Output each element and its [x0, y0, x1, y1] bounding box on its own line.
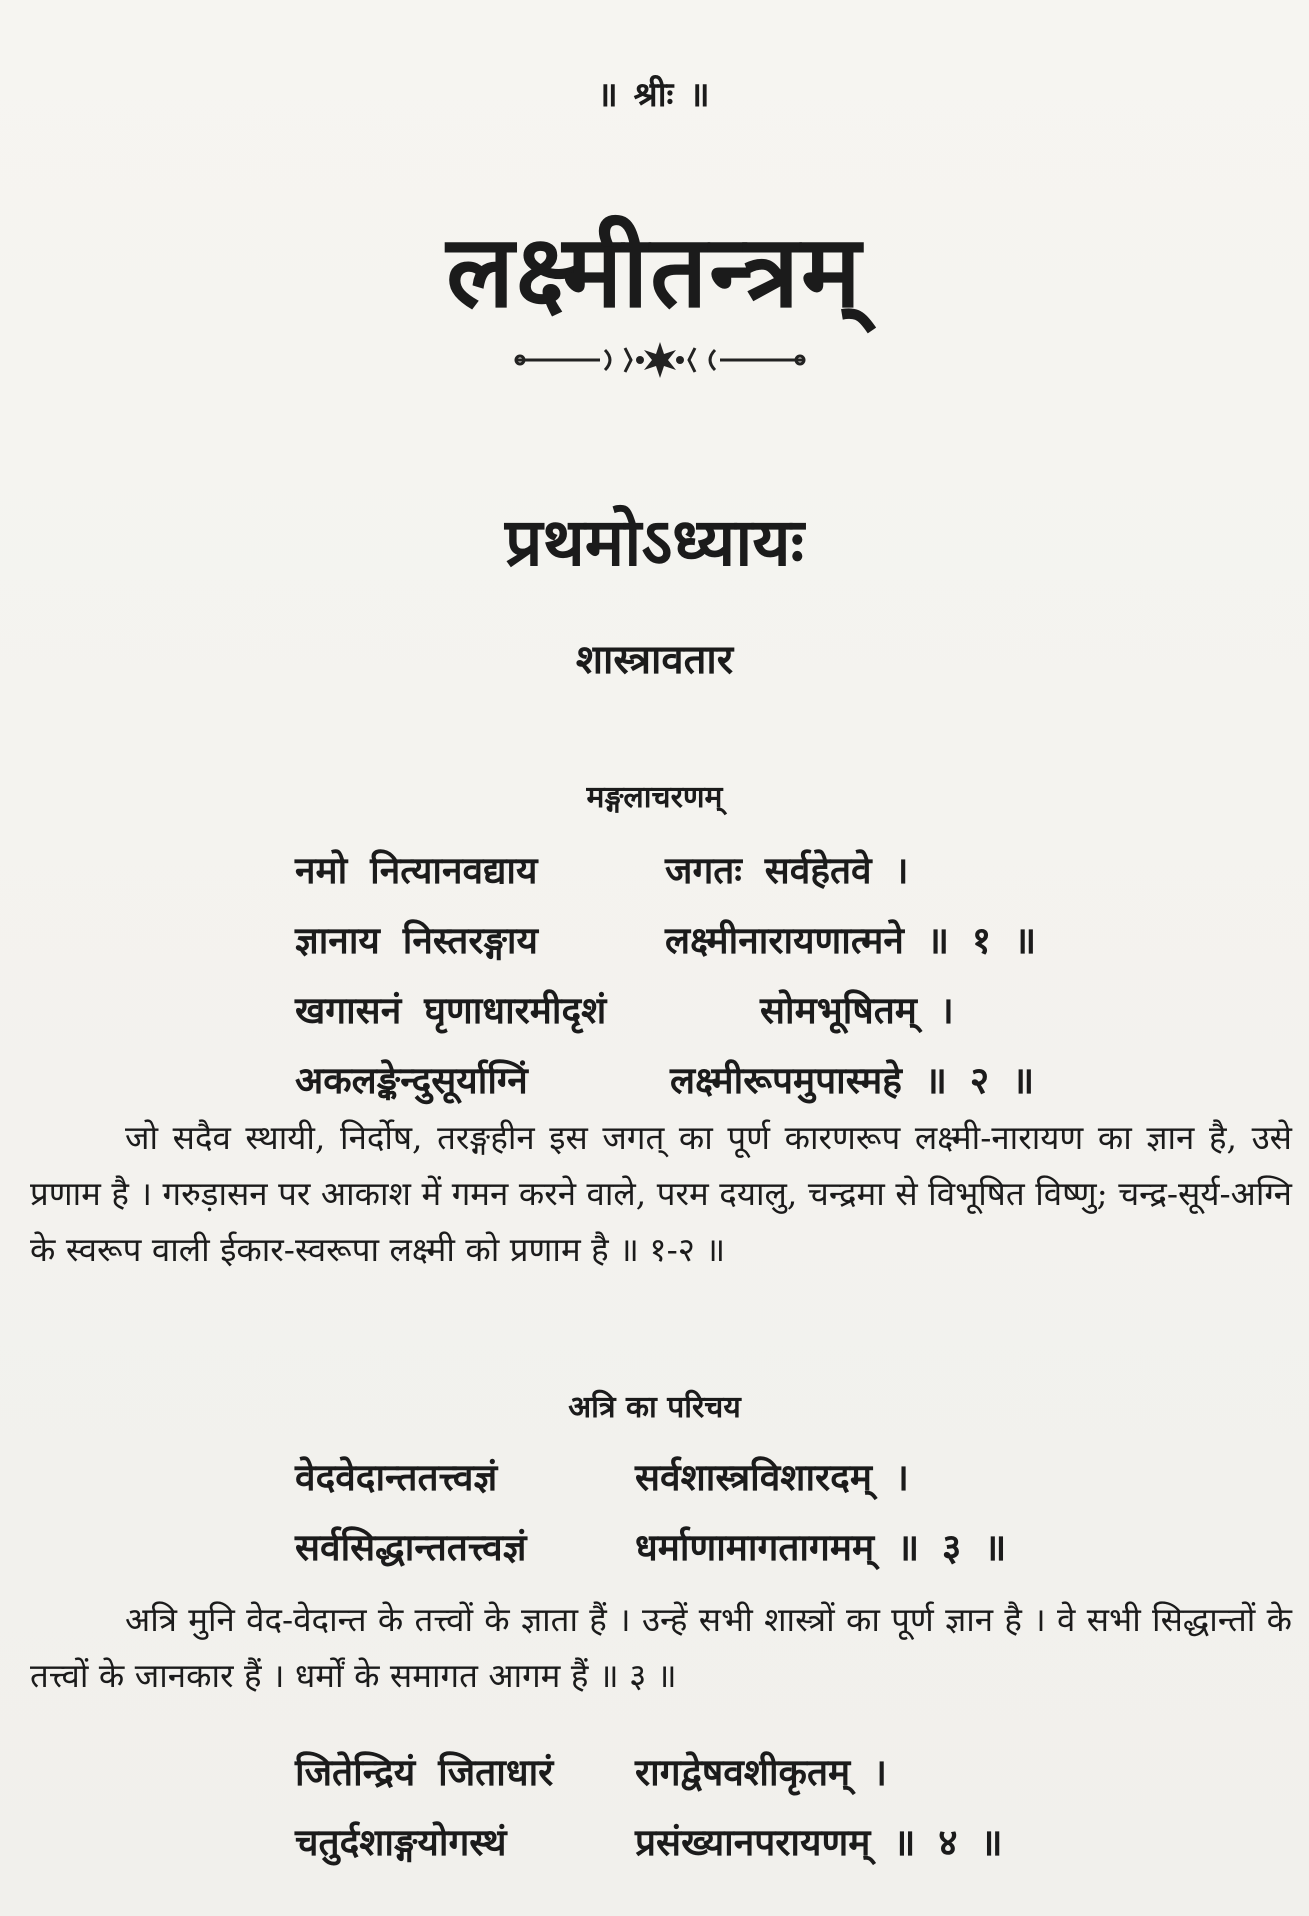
verse-half-b: सर्वशास्त्रविशारदम् ।: [635, 1455, 909, 1499]
verse-half-a: सर्वसिद्धान्ततत्त्वज्ञं: [295, 1525, 527, 1569]
verse-half-a: वेदवेदान्ततत्त्वज्ञं: [295, 1455, 498, 1499]
verse-half-b: जगतः सर्वहेतवे ।: [665, 848, 909, 892]
verse-half-a: अकलङ्केन्दुसूर्याग्निं: [295, 1058, 528, 1102]
verse-line: [295, 1450, 1169, 1501]
verse-half-a: चतुर्दशाङ्गयोगस्थं: [295, 1820, 507, 1864]
verse-half-a: नमो नित्यानवद्याय: [295, 848, 538, 892]
verse-half-a: खगासनं घृणाधारमीदृशं: [295, 988, 607, 1032]
section-title: शास्त्रावतार: [575, 636, 734, 683]
verse-line: [295, 1520, 1169, 1571]
verse-line: [295, 1745, 1169, 1796]
page-title: लक्ष्मीतन्त्रम्: [446, 212, 863, 330]
subsection-heading-mangalacharanam: मङ्गलाचरणम्: [586, 780, 723, 815]
verse-half-a: जितेन्द्रियं जिताधारं: [295, 1750, 554, 1794]
subsection-heading-atri: अत्रि का परिचय: [568, 1390, 741, 1425]
verse-line: [295, 983, 1169, 1034]
chapter-title: प्रथमोऽध्यायः: [505, 503, 804, 581]
verse-half-b: रागद्वेषवशीकृतम् ।: [635, 1750, 888, 1794]
invocation: ॥ श्रीः ॥: [597, 75, 712, 115]
verse-half-b: सोमभूषितम् ।: [760, 988, 954, 1032]
verse-half-b: लक्ष्मीनारायणात्मने ॥ १ ॥: [665, 918, 1037, 962]
translation-paragraph: अत्रि मुनि वेद-वेदान्त के तत्त्वों के ज्ञाता हैं । उन्हें सभी शास्त्रों का पूर्ण ज्ञान है । वे सभी सिद्धान्तों के तत्त्वों के जानकार हैं । धर्मों के समागत आगम हैं ॥ ३ ॥: [30, 1600, 1292, 1695]
verse-half-b: धर्माणामागतागमम् ॥ ३ ॥: [635, 1525, 1007, 1569]
verse-line: [295, 1053, 1169, 1104]
verse-line: [295, 1815, 1169, 1866]
verse-line: [295, 913, 1169, 964]
verse-half-b: प्रसंख्यानपरायणम् ॥ ४ ॥: [635, 1820, 1003, 1864]
translation-paragraph: जो सदैव स्थायी, निर्दोष, तरङ्गहीन इस जगत् का पूर्ण कारणरूप लक्ष्मी-नारायण का ज्ञान है, उसे प्रणाम है । गरुड़ासन पर आकाश में गमन करने वाले, परम दयालु, चन्द्रमा से विभूषित विष्णु; चन्द्र-सूर्य-अग्नि के स्वरूप वाली ईकार-स्वरूपा लक्ष्मी को प्रणाम है ॥ १-२ ॥: [30, 1118, 1292, 1269]
verse-half-b: लक्ष्मीरूपमुपास्महे ॥ २ ॥: [670, 1058, 1035, 1102]
verse-line: [295, 843, 1169, 894]
verse-half-a: ज्ञानाय निस्तरङ्गाय: [295, 918, 538, 962]
ornament-divider: [0, 340, 1309, 380]
